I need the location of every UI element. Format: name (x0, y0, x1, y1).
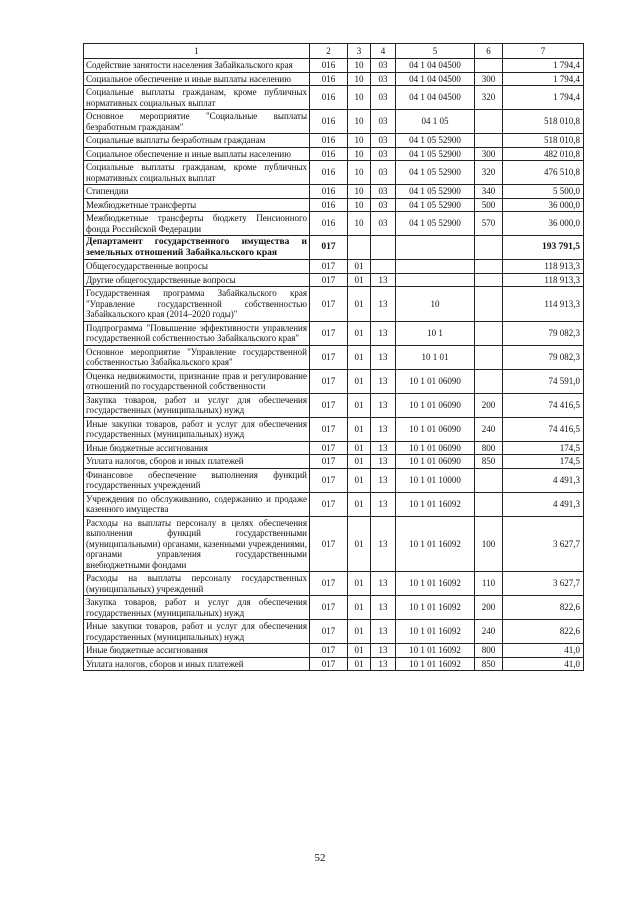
row-code-rz-cell: 01 (348, 620, 371, 644)
table-row (84, 468, 584, 492)
row-code-pr-cell: 13 (371, 287, 396, 322)
table-row (84, 516, 584, 572)
row-name-cell: Иные бюджетные ассигнования (84, 441, 310, 455)
row-code-rz-cell: 10 (348, 86, 371, 110)
page-number: 52 (314, 852, 326, 864)
row-code-vr-cell: 240 (475, 620, 503, 644)
row-name-cell: Социальные выплаты гражданам, кроме публичных нормативных социальных выплат (84, 161, 310, 185)
table-row (84, 86, 584, 110)
row-code-vr-cell: 850 (475, 455, 503, 469)
row-name-cell: Социальное обеспечение и иные выплаты населению (84, 72, 310, 86)
row-name-cell: Межбюджетные трансферты бюджету Пенсионного фонда Российской Федерации (84, 212, 310, 236)
row-sum-cell: 822,6 (503, 620, 584, 644)
row-code-gr-cell: 017 (310, 260, 348, 274)
row-code-cs-cell: 10 1 01 06090 (396, 369, 475, 393)
row-code-gr-cell: 017 (310, 620, 348, 644)
row-code-pr-cell: 03 (371, 198, 396, 212)
table-row (84, 147, 584, 161)
row-code-pr-cell: 03 (371, 185, 396, 199)
table-row (84, 198, 584, 212)
row-code-gr-cell: 017 (310, 596, 348, 620)
row-code-pr-cell: 13 (371, 596, 396, 620)
row-code-pr-cell: 03 (371, 72, 396, 86)
row-code-rz-cell: 01 (348, 657, 371, 671)
row-code-pr-cell: 13 (371, 369, 396, 393)
row-sum-cell: 174,5 (503, 441, 584, 455)
row-code-cs-cell: 04 1 05 52900 (396, 147, 475, 161)
row-code-vr-cell (475, 110, 503, 134)
row-code-pr-cell: 03 (371, 110, 396, 134)
table-row (84, 260, 584, 274)
row-name-cell: Департамент государственного имущества и земельных отношений Забайкальского края (84, 236, 310, 260)
row-code-pr-cell: 13 (371, 572, 396, 596)
table-row (84, 185, 584, 199)
row-name-cell: Общегосударственные вопросы (84, 260, 310, 274)
row-code-vr-cell (475, 345, 503, 369)
row-code-pr-cell: 13 (371, 273, 396, 287)
row-code-vr-cell (475, 369, 503, 393)
row-code-pr-cell: 13 (371, 417, 396, 441)
row-code-rz-cell: 10 (348, 198, 371, 212)
row-sum-cell: 36 000,0 (503, 198, 584, 212)
row-code-rz-cell: 01 (348, 441, 371, 455)
table-row (84, 345, 584, 369)
table-row (84, 161, 584, 185)
row-code-cs-cell: 04 1 05 52900 (396, 134, 475, 148)
header-cell: 5 (396, 44, 475, 59)
row-code-vr-cell: 300 (475, 147, 503, 161)
row-code-gr-cell: 016 (310, 147, 348, 161)
row-code-cs-cell: 10 1 01 06090 (396, 393, 475, 417)
row-sum-cell: 118 913,3 (503, 273, 584, 287)
row-sum-cell: 41,0 (503, 644, 584, 658)
row-code-cs-cell: 10 1 01 06090 (396, 417, 475, 441)
row-code-rz-cell: 01 (348, 393, 371, 417)
row-name-cell: Закупка товаров, работ и услуг для обеспечения государственных (муниципальных) нужд (84, 596, 310, 620)
row-code-vr-cell (475, 59, 503, 73)
row-code-vr-cell: 100 (475, 516, 503, 572)
row-code-cs-cell: 10 (396, 287, 475, 322)
row-name-cell: Расходы на выплаты персоналу в целях обеспечения выполнения функций государственными (муниципальными) органами, казенными учреждениями, органами управления государственными внебюджетными фондами (84, 516, 310, 572)
table-header-row (84, 44, 584, 59)
row-code-vr-cell: 800 (475, 441, 503, 455)
table-row (84, 441, 584, 455)
row-code-gr-cell: 017 (310, 657, 348, 671)
row-name-cell: Уплата налогов, сборов и иных платежей (84, 455, 310, 469)
document-page (83, 43, 583, 671)
row-name-cell: Социальные выплаты гражданам, кроме публичных нормативных социальных выплат (84, 86, 310, 110)
row-code-rz-cell: 10 (348, 134, 371, 148)
row-code-cs-cell: 04 1 04 04500 (396, 86, 475, 110)
row-code-gr-cell: 016 (310, 59, 348, 73)
row-sum-cell: 74 416,5 (503, 393, 584, 417)
row-code-pr-cell: 13 (371, 455, 396, 469)
row-code-rz-cell: 01 (348, 260, 371, 274)
row-code-rz-cell: 01 (348, 321, 371, 345)
row-sum-cell: 79 082,3 (503, 321, 584, 345)
row-code-gr-cell: 016 (310, 134, 348, 148)
row-code-vr-cell (475, 273, 503, 287)
row-sum-cell: 4 491,3 (503, 468, 584, 492)
row-code-gr-cell: 016 (310, 86, 348, 110)
row-code-pr-cell: 13 (371, 468, 396, 492)
table-row (84, 134, 584, 148)
row-code-cs-cell: 04 1 05 52900 (396, 161, 475, 185)
row-code-cs-cell: 10 1 01 10000 (396, 468, 475, 492)
header-cell: 4 (371, 44, 396, 59)
table-row (84, 287, 584, 322)
row-code-pr-cell: 13 (371, 516, 396, 572)
row-code-pr-cell: 03 (371, 161, 396, 185)
row-sum-cell: 79 082,3 (503, 345, 584, 369)
row-code-cs-cell: 10 1 01 16092 (396, 644, 475, 658)
row-code-gr-cell: 017 (310, 516, 348, 572)
row-code-gr-cell: 017 (310, 236, 348, 260)
row-code-rz-cell: 10 (348, 212, 371, 236)
row-code-gr-cell: 017 (310, 345, 348, 369)
row-code-gr-cell: 016 (310, 198, 348, 212)
header-cell: 3 (348, 44, 371, 59)
table-row (84, 596, 584, 620)
row-code-rz-cell: 01 (348, 492, 371, 516)
row-sum-cell: 36 000,0 (503, 212, 584, 236)
row-name-cell: Основное мероприятие "Управление государственной собственностью Забайкальского края" (84, 345, 310, 369)
row-code-vr-cell: 320 (475, 86, 503, 110)
row-code-rz-cell: 10 (348, 59, 371, 73)
row-name-cell: Государственная программа Забайкальского края "Управление государственной собственностью Забайкальского края (2014–2020 годы)" (84, 287, 310, 322)
row-code-gr-cell: 017 (310, 455, 348, 469)
row-sum-cell: 476 510,8 (503, 161, 584, 185)
row-code-vr-cell: 500 (475, 198, 503, 212)
row-code-rz-cell: 10 (348, 161, 371, 185)
row-sum-cell: 518 010,8 (503, 134, 584, 148)
row-code-rz-cell: 01 (348, 644, 371, 658)
row-code-cs-cell: 10 1 (396, 321, 475, 345)
row-code-gr-cell: 017 (310, 572, 348, 596)
table-row (84, 492, 584, 516)
table-row (84, 620, 584, 644)
table-row (84, 657, 584, 671)
row-code-pr-cell: 13 (371, 492, 396, 516)
row-code-cs-cell: 10 1 01 16092 (396, 620, 475, 644)
row-code-cs-cell: 10 1 01 16092 (396, 516, 475, 572)
row-code-cs-cell: 10 1 01 06090 (396, 455, 475, 469)
row-code-rz-cell: 10 (348, 72, 371, 86)
row-code-pr-cell: 13 (371, 644, 396, 658)
row-code-cs-cell: 10 1 01 16092 (396, 572, 475, 596)
table-row (84, 455, 584, 469)
row-code-gr-cell: 017 (310, 393, 348, 417)
row-code-pr-cell: 13 (371, 321, 396, 345)
row-name-cell: Учреждения по обслуживанию, содержанию и продаже казенного имущества (84, 492, 310, 516)
row-name-cell: Стипендии (84, 185, 310, 199)
row-code-pr-cell: 13 (371, 345, 396, 369)
row-name-cell: Финансовое обеспечение выполнения функций государственных учреждений (84, 468, 310, 492)
row-code-gr-cell: 017 (310, 287, 348, 322)
row-code-gr-cell: 016 (310, 72, 348, 86)
row-code-rz-cell: 10 (348, 185, 371, 199)
row-code-gr-cell: 017 (310, 441, 348, 455)
row-code-vr-cell: 110 (475, 572, 503, 596)
table-body (84, 59, 584, 671)
row-code-cs-cell: 04 1 04 04500 (396, 59, 475, 73)
row-sum-cell: 1 794,4 (503, 86, 584, 110)
row-code-pr-cell: 13 (371, 393, 396, 417)
row-code-rz-cell: 01 (348, 572, 371, 596)
row-code-vr-cell (475, 260, 503, 274)
row-code-vr-cell: 320 (475, 161, 503, 185)
row-sum-cell: 822,6 (503, 596, 584, 620)
row-code-cs-cell: 04 1 05 52900 (396, 198, 475, 212)
table-row (84, 236, 584, 260)
row-code-rz-cell: 01 (348, 596, 371, 620)
row-code-rz-cell: 01 (348, 468, 371, 492)
row-code-cs-cell: 04 1 05 52900 (396, 185, 475, 199)
row-code-gr-cell: 016 (310, 110, 348, 134)
row-code-vr-cell: 340 (475, 185, 503, 199)
row-code-gr-cell: 017 (310, 492, 348, 516)
header-cell: 2 (310, 44, 348, 59)
row-code-gr-cell: 017 (310, 369, 348, 393)
row-sum-cell: 193 791,5 (503, 236, 584, 260)
row-code-vr-cell (475, 236, 503, 260)
row-code-vr-cell: 200 (475, 596, 503, 620)
row-code-rz-cell: 01 (348, 417, 371, 441)
row-name-cell: Уплата налогов, сборов и иных платежей (84, 657, 310, 671)
row-code-cs-cell: 04 1 04 04500 (396, 72, 475, 86)
row-name-cell: Оценка недвижимости, признание прав и регулирование отношений по государственной собственности (84, 369, 310, 393)
row-code-vr-cell (475, 321, 503, 345)
row-sum-cell: 4 491,3 (503, 492, 584, 516)
row-name-cell: Социальные выплаты безработным гражданам (84, 134, 310, 148)
row-code-pr-cell: 03 (371, 59, 396, 73)
row-code-vr-cell: 300 (475, 72, 503, 86)
table-row (84, 644, 584, 658)
row-code-rz-cell: 01 (348, 369, 371, 393)
row-code-pr-cell (371, 260, 396, 274)
row-code-pr-cell (371, 236, 396, 260)
row-code-rz-cell: 01 (348, 345, 371, 369)
row-code-cs-cell: 10 1 01 16092 (396, 657, 475, 671)
row-code-cs-cell: 10 1 01 06090 (396, 441, 475, 455)
row-code-rz-cell: 10 (348, 110, 371, 134)
row-code-gr-cell: 017 (310, 468, 348, 492)
row-code-gr-cell: 016 (310, 212, 348, 236)
row-name-cell: Социальное обеспечение и иные выплаты населению (84, 147, 310, 161)
row-name-cell: Содействие занятости населения Забайкальского края (84, 59, 310, 73)
table-row (84, 72, 584, 86)
row-code-rz-cell: 10 (348, 147, 371, 161)
row-sum-cell: 3 627,7 (503, 516, 584, 572)
row-code-cs-cell: 10 1 01 (396, 345, 475, 369)
row-code-vr-cell: 850 (475, 657, 503, 671)
row-code-cs-cell (396, 260, 475, 274)
row-name-cell: Расходы на выплаты персоналу государственных (муниципальных) учреждений (84, 572, 310, 596)
row-name-cell: Межбюджетные трансферты (84, 198, 310, 212)
row-code-gr-cell: 017 (310, 644, 348, 658)
row-code-pr-cell: 13 (371, 620, 396, 644)
row-sum-cell: 74 416,5 (503, 417, 584, 441)
row-code-vr-cell (475, 134, 503, 148)
row-code-cs-cell: 10 1 01 16092 (396, 596, 475, 620)
row-code-pr-cell: 13 (371, 441, 396, 455)
row-code-vr-cell: 570 (475, 212, 503, 236)
row-code-vr-cell: 240 (475, 417, 503, 441)
row-name-cell: Закупка товаров, работ и услуг для обеспечения государственных (муниципальных) нужд (84, 393, 310, 417)
row-sum-cell: 518 010,8 (503, 110, 584, 134)
row-code-gr-cell: 016 (310, 185, 348, 199)
header-cell: 1 (84, 44, 310, 59)
row-code-vr-cell: 200 (475, 393, 503, 417)
table-row (84, 321, 584, 345)
row-code-vr-cell: 800 (475, 644, 503, 658)
table-row (84, 212, 584, 236)
row-code-gr-cell: 017 (310, 321, 348, 345)
row-code-cs-cell: 10 1 01 16092 (396, 492, 475, 516)
row-name-cell: Подпрограмма "Повышение эффективности управления государственной собственностью Забайкальского края" (84, 321, 310, 345)
row-code-rz-cell (348, 236, 371, 260)
row-name-cell: Основное мероприятие "Социальные выплаты безработным гражданам" (84, 110, 310, 134)
row-sum-cell: 74 591,0 (503, 369, 584, 393)
row-code-vr-cell (475, 492, 503, 516)
row-code-pr-cell: 03 (371, 212, 396, 236)
row-code-rz-cell: 01 (348, 455, 371, 469)
row-code-rz-cell: 01 (348, 287, 371, 322)
table-row (84, 273, 584, 287)
row-sum-cell: 174,5 (503, 455, 584, 469)
row-code-cs-cell (396, 236, 475, 260)
row-name-cell: Иные бюджетные ассигнования (84, 644, 310, 658)
table-row (84, 393, 584, 417)
row-code-gr-cell: 017 (310, 273, 348, 287)
table-row (84, 59, 584, 73)
row-sum-cell: 1 794,4 (503, 72, 584, 86)
row-code-gr-cell: 017 (310, 417, 348, 441)
budget-table (83, 43, 584, 671)
row-sum-cell: 114 913,3 (503, 287, 584, 322)
table-row (84, 417, 584, 441)
row-sum-cell: 5 500,0 (503, 185, 584, 199)
row-code-cs-cell: 04 1 05 (396, 110, 475, 134)
row-name-cell: Другие общегосударственные вопросы (84, 273, 310, 287)
header-cell: 6 (475, 44, 503, 59)
table-row (84, 369, 584, 393)
row-sum-cell: 482 010,8 (503, 147, 584, 161)
row-sum-cell: 3 627,7 (503, 572, 584, 596)
table-row (84, 572, 584, 596)
row-code-cs-cell: 04 1 05 52900 (396, 212, 475, 236)
table-row (84, 110, 584, 134)
row-name-cell: Иные закупки товаров, работ и услуг для обеспечения государственных (муниципальных) нужд (84, 620, 310, 644)
row-code-cs-cell (396, 273, 475, 287)
row-code-vr-cell (475, 468, 503, 492)
row-code-pr-cell: 13 (371, 657, 396, 671)
header-cell: 7 (503, 44, 584, 59)
row-sum-cell: 41,0 (503, 657, 584, 671)
row-code-pr-cell: 03 (371, 134, 396, 148)
row-code-gr-cell: 016 (310, 161, 348, 185)
row-code-rz-cell: 01 (348, 273, 371, 287)
row-code-pr-cell: 03 (371, 147, 396, 161)
row-code-pr-cell: 03 (371, 86, 396, 110)
row-sum-cell: 118 913,3 (503, 260, 584, 274)
row-code-rz-cell: 01 (348, 516, 371, 572)
row-name-cell: Иные закупки товаров, работ и услуг для обеспечения государственных (муниципальных) нужд (84, 417, 310, 441)
row-code-vr-cell (475, 287, 503, 322)
row-sum-cell: 1 794,4 (503, 59, 584, 73)
